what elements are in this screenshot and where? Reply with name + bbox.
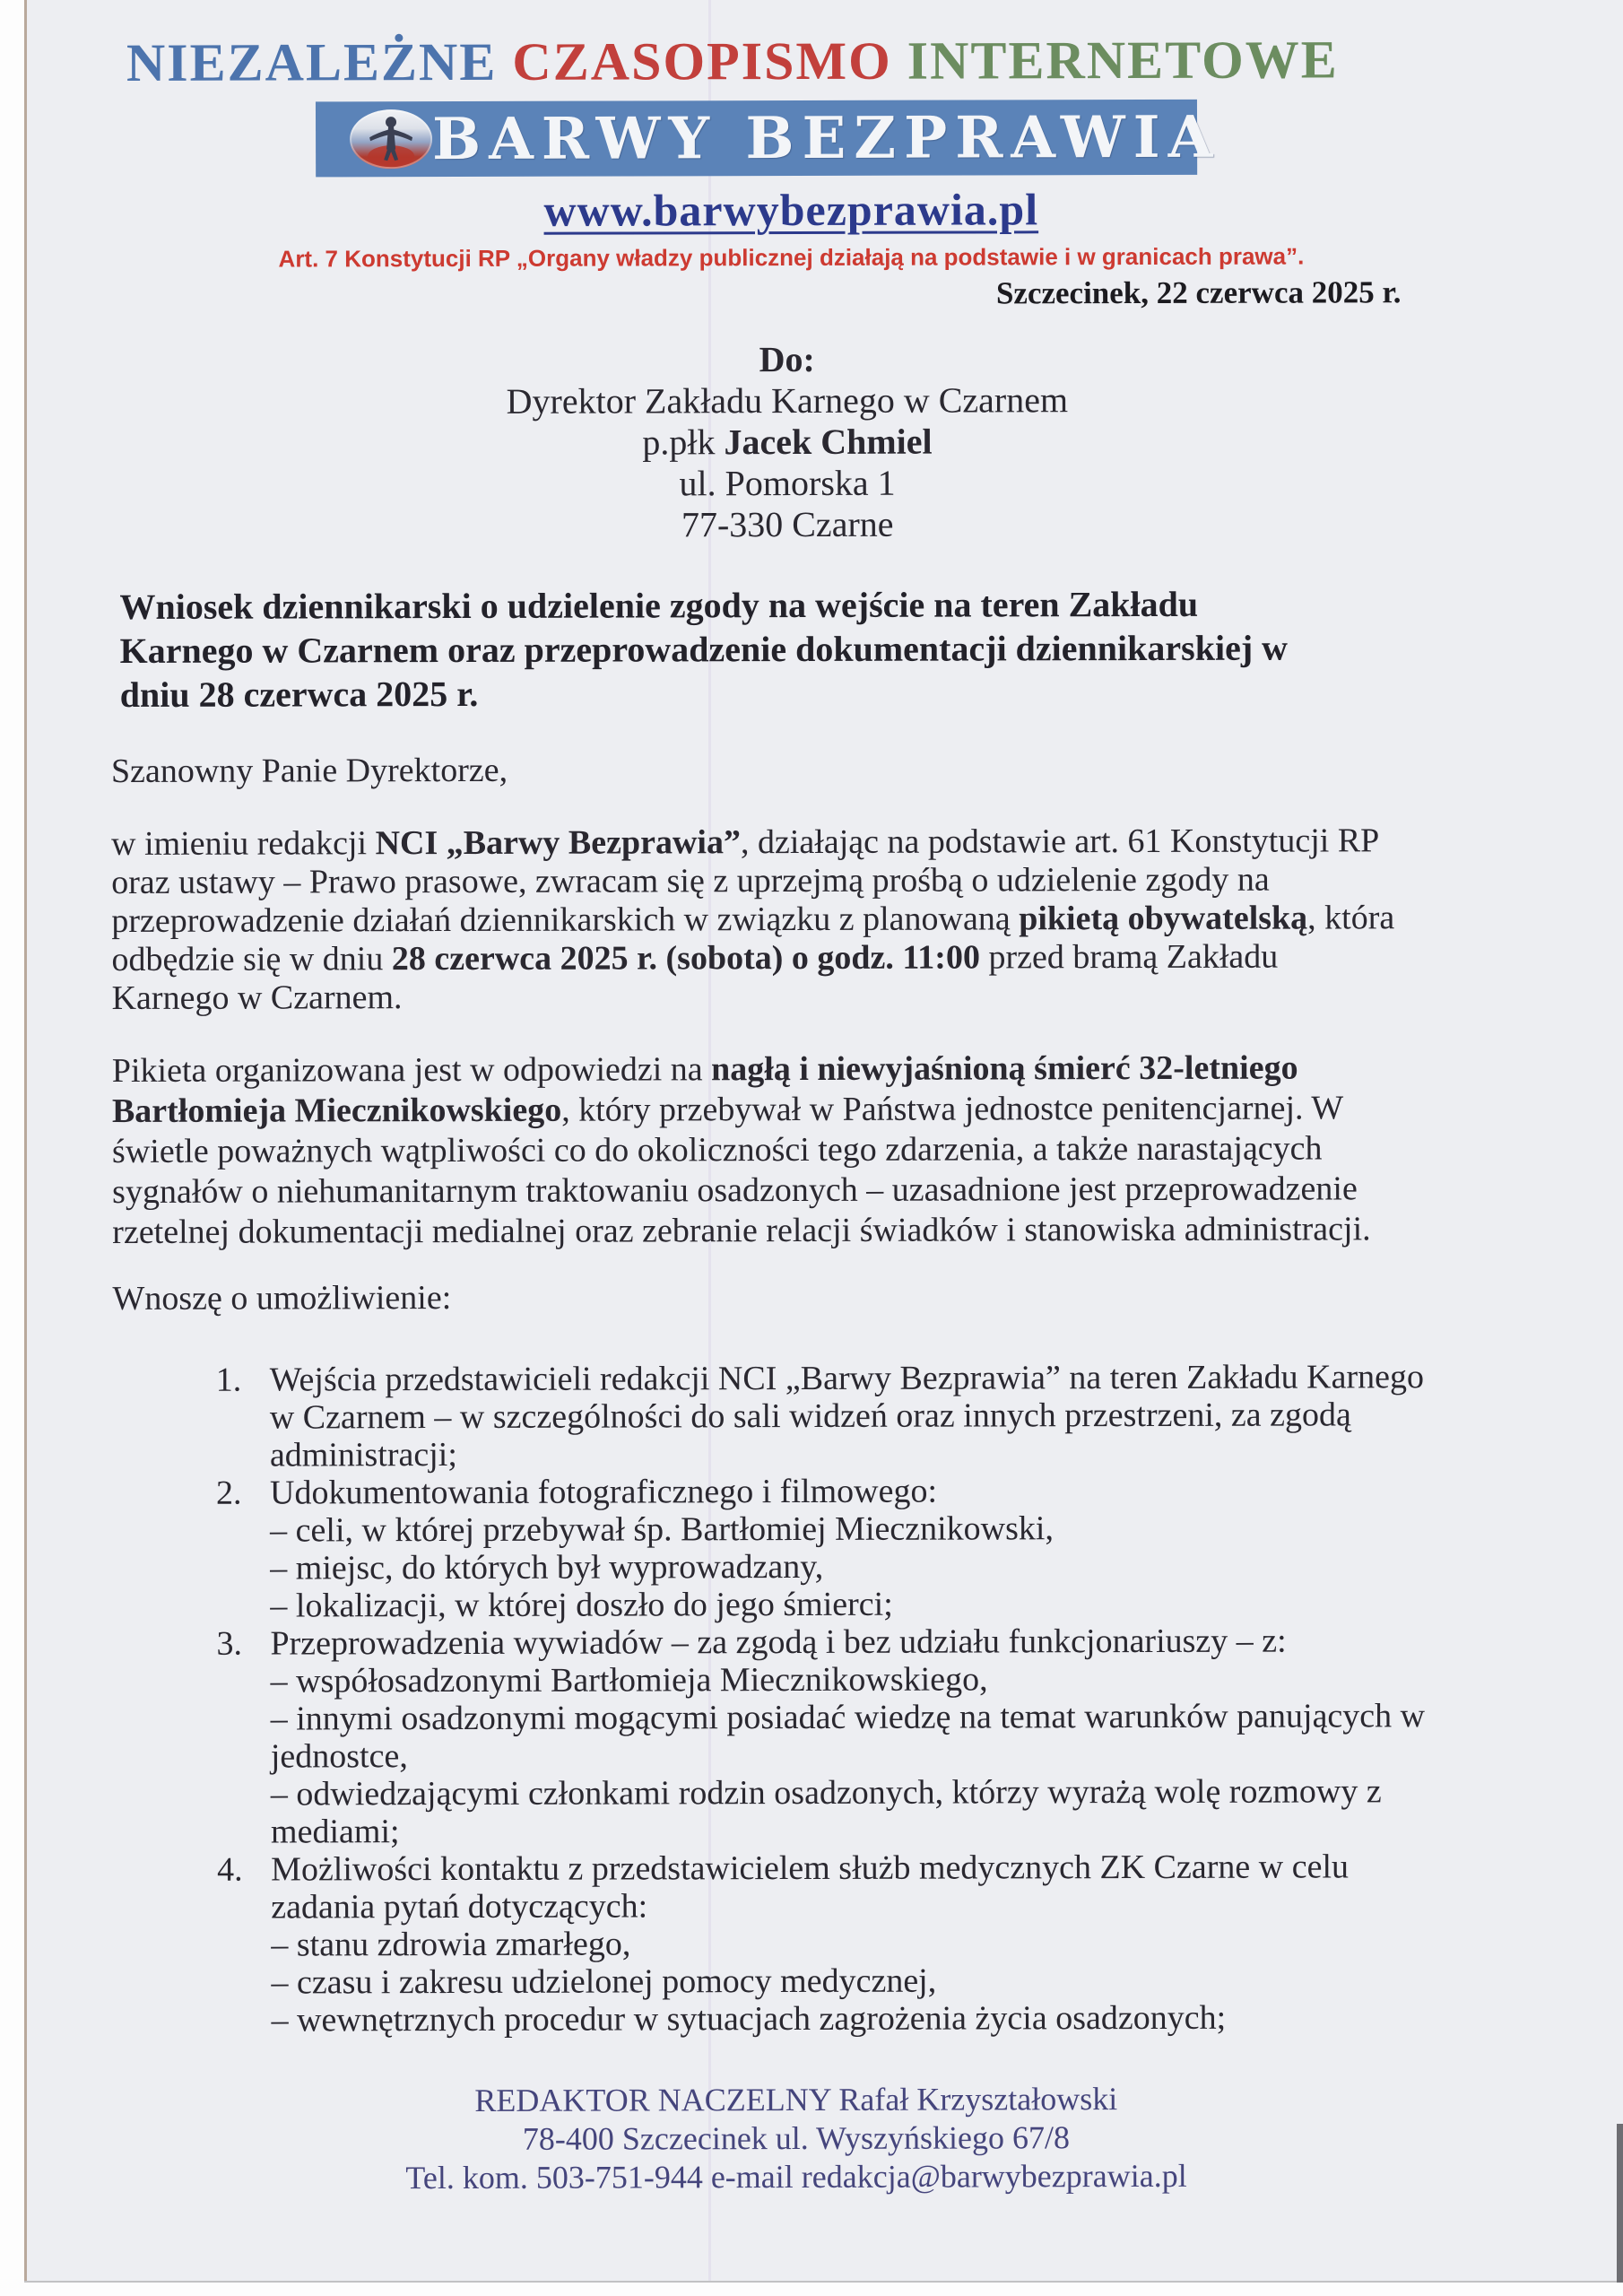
recipient-address: Dyrektor Zakładu Karnego w Czarnem p.płk Jacek Chmiel ul. Pomorska 1 77-330 Czarne bbox=[506, 379, 1069, 545]
justice-figure-logo-icon bbox=[350, 109, 432, 169]
list-item-2 bbox=[216, 1471, 1471, 1625]
scan-edge-right bbox=[1617, 2124, 1623, 2283]
list-item-3 bbox=[216, 1622, 1472, 1851]
masthead-word-czasopismo: CZASOPISMO bbox=[512, 30, 892, 91]
scan-edge-left bbox=[24, 0, 27, 2283]
item-text: Możliwości kontaktu z przedstawicielem służb medycznych ZK Czarne w celu zadania pytań dotyczących: – stanu zdrowia zmarłego, – czasu i zakresu udzielonej pomocy medycznej, – wewnętrznych procedur w sytuacjach zagrożenia życia osadzonych; bbox=[271, 1848, 1350, 2039]
list-item-1 bbox=[216, 1358, 1471, 1474]
footer-editor-line: REDAKTOR NACZELNY Rafał Krzyształowski bbox=[474, 2081, 1118, 2118]
request-list bbox=[216, 1358, 1473, 2039]
website-url: www.barwybezprawia.pl bbox=[543, 184, 1039, 236]
masthead-title bbox=[0, 27, 1468, 95]
request-intro: Wnoszę o umożliwienie: bbox=[112, 1279, 452, 1318]
body-paragraph-2: Pikieta organizowana jest w odpowiedzi na nagłą i niewyjaśnioną śmierć 32-letniego Bartłomieja Miecznikowskiego, który przebywał w Państwa jednostce penitencjarnej. W świetle poważnych wątpliwości co do okoliczności tego zdarzenia, a także narastających sygnałów o niehumanitarnym traktowaniu osadzonych – uzasadnione jest przeprowadzenie rzetelnej dokumentacji medialnej oraz zebranie relacji świadków i stanowiska administracji. bbox=[111, 1048, 1371, 1252]
masthead-word-niezalezne: NIEZALEŻNE bbox=[126, 31, 498, 92]
banner-title: BARWY BEZPRAWIA bbox=[431, 103, 1221, 173]
greeting: Szanowny Panie Dyrektorze, bbox=[110, 751, 508, 791]
letter-footer bbox=[3, 2079, 1590, 2199]
footer-address-line: 78-400 Szczecinek ul. Wyszyńskiego 67/8 bbox=[522, 2119, 1070, 2157]
scan-edge-bottom bbox=[24, 2281, 1623, 2283]
item-number: 4. bbox=[217, 1850, 243, 1889]
body-paragraph-1: w imieniu redakcji NCI „Barwy Bezprawia”, działając na podstawie art. 61 Konstytucji RP oraz ustawy – Prawo prasowe, zwracam się z uprzejmą prośbą o udzielenie zgody na przeprowadzenie działań dziennikarskich w związku z planowaną pikietą obywatelską, która odbędzie się w dniu 28 czerwca 2025 r. (sobota) o godz. 11:00 przed bramą Zakładu Karnego w Czarnem. bbox=[111, 822, 1395, 1018]
dateline: Szczecinek, 22 czerwca 2025 r. bbox=[995, 274, 1402, 311]
masthead-word-internetowe: INTERNETOWE bbox=[907, 30, 1339, 91]
recipient-block bbox=[0, 337, 1576, 548]
masthead-banner bbox=[316, 100, 1221, 178]
footer-contact-line: Tel. kom. 503-751-944 e-mail redakcja@barwybezprawia.pl bbox=[405, 2157, 1187, 2196]
recipient-label: Do: bbox=[759, 338, 815, 380]
constitution-motto: Art. 7 Konstytucji RP „Organy władzy publicznej działają na podstawie i w granicach prawa”. bbox=[278, 242, 1305, 273]
subject-heading: Wniosek dziennikarski o udzielenie zgody na wejście na teren Zakładu Karnego w Czarnem oraz przeprowadzenie dokumentacji dziennikarskiej w dniu 28 czerwca 2025 r. bbox=[119, 583, 1289, 715]
item-number: 3. bbox=[216, 1624, 243, 1663]
item-number: 1. bbox=[215, 1361, 242, 1399]
item-text: Wejścia przedstawicieli redakcji NCI „Barwy Bezprawia” na teren Zakładu Karnego w Czarnem – w szczególności do sali widzeń oraz innych przestrzeni, za zgodą administracji; bbox=[269, 1358, 1425, 1474]
item-number: 2. bbox=[215, 1474, 242, 1512]
item-text: Udokumentowania fotograficznego i filmowego: – celi, w której przebywał śp. Bartłomiej Miecznikowski, – miejsc, do których był wyprowadzany, – lokalizacji, w której doszło do jego śmierci; bbox=[269, 1472, 1054, 1625]
item-text: Przeprowadzenia wywiadów – za zgodą i bez udziału funkcjonariuszy – z: – współosadzonymi Bartłomieja Miecznikowskiego, – innymi osadzonymi mogącymi posiadać wiedzę na temat warunków panujących w jednostce, – odwiedzającymi członkami rodzin osadzonych, którzy wyrażą wolę rozmowy z mediami; bbox=[270, 1622, 1426, 1851]
list-item-4 bbox=[217, 1848, 1473, 2039]
